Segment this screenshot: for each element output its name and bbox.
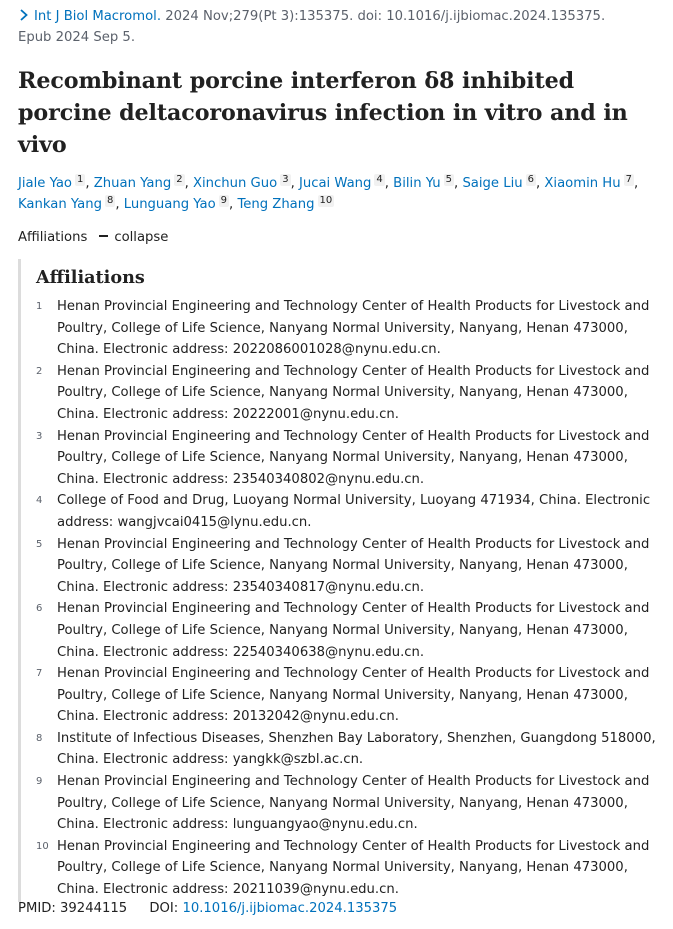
affiliation-number: 8: [36, 732, 43, 744]
author-item: [462, 176, 536, 191]
author-name-link[interactable]: Zhuan Yang: [93, 176, 172, 191]
affiliation-item: [36, 771, 670, 836]
affiliation-number: 4: [36, 495, 43, 507]
author-name-link[interactable]: Jiale Yao: [18, 176, 72, 191]
affiliation-ref[interactable]: 2: [176, 174, 183, 185]
affiliation-number: 1: [36, 301, 43, 312]
author-item: [18, 197, 115, 212]
affiliation-item: [36, 296, 670, 361]
author-item: [193, 176, 291, 191]
author-item: [124, 197, 229, 212]
affiliation-number: 9: [36, 776, 43, 788]
author-item: [94, 176, 185, 191]
affiliations-panel: [18, 259, 670, 902]
affiliation-number: 10: [36, 840, 49, 852]
affiliation-text: Henan Provincial Engineering and Technology Center of Health Products for Livestock and Poultry, College of Life Science, Nanyang Normal University, Nanyang, Henan 473000, China. Electronic address: 23540340802@nynu.edu.cn.: [57, 428, 650, 487]
affiliation-text: Henan Provincial Engineering and Technology Center of Health Products for Livestock and Poultry, College of Life Science, Nanyang Normal University, Nanyang, Henan 473000, China. Electronic address: 2022086001028@nynu.edu.cn.: [57, 299, 650, 358]
pmid-label: PMID:: [18, 901, 56, 916]
affiliation-item: [36, 490, 670, 533]
pmid-value: 39244115: [60, 901, 128, 916]
citation-details: 2024 Nov;279(Pt 3):135375. doi: 10.1016/j.ijbiomac.2024.135375.: [161, 9, 606, 24]
chevron-right-icon[interactable]: [18, 8, 30, 22]
affiliation-item: [36, 836, 670, 901]
author-name-link[interactable]: Saige Liu: [462, 176, 523, 191]
affiliation-ref[interactable]: 3: [282, 174, 289, 185]
author-item: [544, 176, 634, 191]
doi-label: DOI:: [149, 901, 179, 916]
affiliation-ref[interactable]: 9: [220, 195, 228, 206]
affiliation-ref[interactable]: 4: [376, 174, 383, 185]
affiliation-text: Henan Provincial Engineering and Technology Center of Health Products for Livestock and Poultry, College of Life Science, Nanyang Normal University, Nanyang, Henan 473000, China. Electronic address: 20211039@nynu.edu.cn.: [57, 838, 650, 898]
affiliation-number: 5: [36, 538, 43, 550]
affiliation-number: 3: [36, 430, 43, 442]
author-name-link[interactable]: Xiaomin Hu: [544, 176, 621, 191]
affiliation-ref[interactable]: 8: [106, 195, 114, 206]
affiliation-text: Institute of Infectious Diseases, Shenzhen Bay Laboratory, Shenzhen, Guangdong 518000, China. Electronic address: yangkk@szbl.ac.cn.: [57, 730, 656, 768]
author-name-link[interactable]: Xinchun Guo: [192, 176, 278, 191]
citation-line: [18, 6, 670, 27]
article-title: Recombinant porcine interferon δ8 inhibited porcine deltacoronavirus infection in vitro and in vivo: [18, 68, 628, 158]
author-name-link[interactable]: Teng Zhang: [237, 197, 315, 212]
author-name-link[interactable]: Kankan Yang: [18, 197, 102, 212]
author-name-link[interactable]: Bilin Yu: [393, 176, 441, 191]
affiliations-list: [36, 296, 670, 901]
affiliation-number: 7: [36, 668, 43, 680]
affiliation-text: Henan Provincial Engineering and Technology Center of Health Products for Livestock and Poultry, College of Life Science, Nanyang Normal University, Nanyang, Henan 473000, China. Electronic address: 23540340817@nynu.edu.cn.: [57, 536, 650, 595]
affiliation-item: [36, 426, 670, 491]
affiliations-toggle-label: Affiliations: [18, 230, 88, 245]
affiliation-ref[interactable]: 1: [77, 174, 84, 185]
affiliation-text: Henan Provincial Engineering and Technology Center of Health Products for Livestock and Poultry, College of Life Science, Nanyang Normal University, Nanyang, Henan 473000, China. Electronic address: lunguangyao@nynu.edu.cn.: [57, 774, 650, 833]
identifiers: [18, 900, 397, 918]
minus-icon: [99, 235, 108, 237]
affiliation-text: College of Food and Drug, Luoyang Normal University, Luoyang 471934, China. Electronic address: wangjvcai0415@lynu.edu.cn.: [57, 493, 651, 530]
collapse-link[interactable]: collapse: [114, 230, 169, 245]
affiliation-ref[interactable]: 10: [319, 195, 333, 206]
affiliation-number: 6: [36, 603, 43, 615]
author-item: [299, 176, 385, 191]
affiliations-toggle[interactable]: [18, 229, 670, 247]
affiliation-item: [36, 361, 670, 426]
author-name-link[interactable]: Jucai Wang: [298, 176, 372, 191]
affiliation-ref[interactable]: 7: [625, 174, 632, 185]
affiliation-number: 2: [36, 365, 43, 377]
affiliation-item: [36, 598, 670, 663]
author-item: [237, 197, 334, 212]
doi-link[interactable]: 10.1016/j.ijbiomac.2024.135375: [182, 901, 398, 916]
affiliation-ref[interactable]: 6: [527, 174, 534, 185]
affiliation-ref[interactable]: 5: [445, 174, 453, 185]
author-item: [18, 176, 85, 191]
author-list: Jiale Yao $^1$ , Zhuan Yang $^2$ , Xinchun Guo $^3$ , Jucai Wang $^4$ , Bilin Yu $^5$ , Saige Liu $^6$ , Xiaomin Hu $^7$ , Kankan Yang $^8$ , Lunguang Yao $^9$ , Teng Zhang $^{10}$: [18, 174, 639, 212]
author-item: [393, 176, 454, 191]
article-header: [18, 6, 670, 902]
author-name-link[interactable]: Lunguang Yao: [123, 197, 216, 212]
affiliations-heading: Affiliations: [36, 267, 145, 288]
epub-date: Epub 2024 Sep 5.: [18, 30, 136, 45]
journal-link[interactable]: Int J Biol Macromol.: [34, 9, 162, 24]
affiliation-text: Henan Provincial Engineering and Technology Center of Health Products for Livestock and Poultry, College of Life Science, Nanyang Normal University, Nanyang, Henan 473000, China. Electronic address: 20132042@nynu.edu.cn.: [57, 666, 650, 725]
affiliation-item: [36, 728, 670, 771]
affiliation-text: Henan Provincial Engineering and Technology Center of Health Products for Livestock and Poultry, College of Life Science, Nanyang Normal University, Nanyang, Henan 473000, China. Electronic address: 20222001@nynu.edu.cn.: [57, 363, 650, 422]
affiliation-item: [36, 534, 670, 599]
affiliation-item: [36, 663, 670, 728]
affiliation-text: Henan Provincial Engineering and Technology Center of Health Products for Livestock and Poultry, College of Life Science, Nanyang Normal University, Nanyang, Henan 473000, China. Electronic address: 22540340638@nynu.edu.cn.: [57, 601, 650, 660]
